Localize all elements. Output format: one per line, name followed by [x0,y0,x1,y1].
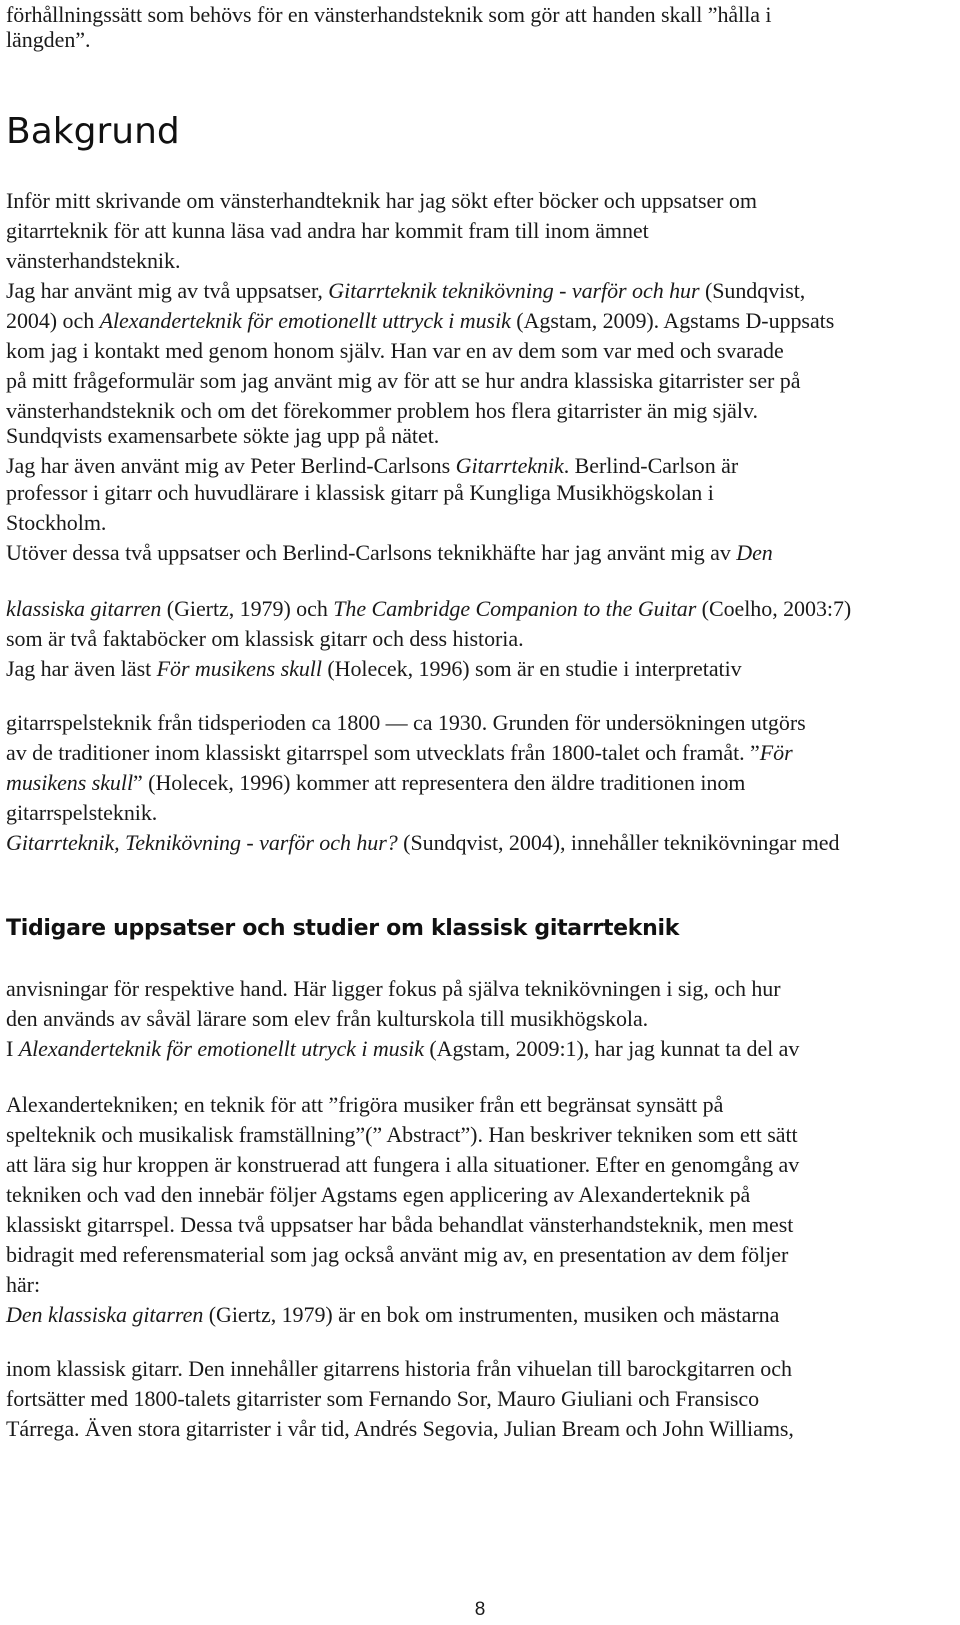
text-line [6,708,806,738]
text-segment: på mitt frågeformulär som jag använt mig av för att se hur andra klassiska gitarrister ser på [6,368,801,393]
text-line [6,216,649,246]
text-line [6,478,714,508]
text-line [6,538,773,568]
text-line [6,738,793,768]
italic-title-text: Gitarrteknik, Teknikövning - varför och hur? [6,830,398,855]
text-line [6,186,757,216]
text-segment: inom klassisk gitarr. Den innehåller gitarrens historia från vihuelan till barockgitarren och [6,1356,792,1381]
text-line [6,366,800,396]
text-line [6,1210,793,1240]
italic-title-text: Alexanderteknik för emotionellt utryck i musik [18,1036,424,1061]
italic-title-text: The Cambridge Companion to the Guitar [333,596,697,621]
text-segment: (Holecek, 1996) som är en studie i interpretativ [321,656,742,681]
italic-title-text: musikens skull [6,770,134,795]
italic-title-text: Den [736,540,773,565]
text-segment: Inför mitt skrivande om vänsterhandteknik har jag sökt efter böcker och uppsatser om [6,188,757,213]
text-line [6,336,784,366]
text-segment: (Sundqvist, 2004), innehåller teknikövningar med [397,830,840,855]
italic-title-text: För [759,740,793,765]
text-line [6,1090,723,1120]
text-line [6,1034,799,1064]
italic-title-text: För musikens skull [156,656,322,681]
text-line [6,1180,750,1210]
text-line [6,246,180,276]
text-segment: spelteknik och musikalisk framställning”(” Abstract”). Han beskriver tekniken som ett sätt [6,1122,798,1147]
text-segment: Sundqvists examensarbete sökte jag upp på nätet. [6,423,440,448]
text-segment: den används av såväl lärare som elev från kulturskola till musikhögskola. [6,1006,649,1031]
text-line [6,624,524,654]
text-line [6,654,742,684]
text-segment: professor i gitarr och huvudlärare i klassisk gitarr på Kungliga Musikhögskolan i [6,480,714,505]
text-segment: Jag har även läst [6,656,157,681]
text-segment: (Coelho, 2003:7) [696,596,852,621]
text-line [6,306,834,336]
text-segment: Jag har även använt mig av Peter Berlind-Carlsons [6,453,456,478]
text-line [6,508,106,538]
text-segment: Jag har använt mig av två uppsatser, [6,278,329,303]
heading-tidigare-uppsatser: Tidigare uppsatser och studier om klassisk gitarrteknik [6,916,680,941]
text-segment: gitarrteknik för att kunna läsa vad andra har kommit fram till inom ämnet [6,218,649,243]
text-segment: (Giertz, 1979) är en bok om instrumenten, musiken och mästarna [203,1302,780,1327]
text-segment: längden”. [6,27,91,52]
text-segment: fortsätter med 1800-talets gitarrister som Fernando Sor, Mauro Giuliani och Fransisco [6,1386,760,1411]
italic-title-text: klassiska gitarren [6,596,162,621]
text-line [6,1120,798,1150]
text-line [6,1354,792,1384]
text-line [6,1300,779,1330]
text-line [6,1384,759,1414]
text-segment: Stockholm. [6,510,107,535]
text-line [6,421,439,451]
italic-title-text: Den klassiska gitarren [6,1302,204,1327]
text-line [6,1270,40,1300]
italic-title-text: Alexanderteknik för emotionellt uttryck i musik [99,308,511,333]
text-line [6,798,157,828]
text-line [6,828,839,858]
text-segment: kom jag i kontakt med genom honom själv. Han var en av dem som var med och svarade [6,338,784,363]
text-segment: Utöver dessa två uppsatser och Berlind-Carlsons teknikhäfte har jag använt mig av [6,540,737,565]
text-segment: vänsterhandsteknik. [6,248,181,273]
text-line [6,974,781,1004]
text-segment: gitarrspelsteknik från tidsperioden ca 1800 — ca 1930. Grunden för undersökningen utgörs [6,710,806,735]
heading-bakgrund: Bakgrund [6,111,180,152]
page-number: 8 [474,1599,486,1620]
text-segment: . Berlind-Carlson är [563,453,739,478]
text-segment: vänsterhandsteknik och om det förekommer problem hos flera gitarrister än mig själv. [6,398,758,423]
text-line [6,25,90,55]
text-segment: tekniken och vad den innebär följer Agstams egen applicering av Alexanderteknik på [6,1182,751,1207]
text-segment: klassiskt gitarrspel. Dessa två uppsatser har båda behandlat vänsterhandsteknik, men mest [6,1212,794,1237]
text-segment: 2004) och [6,308,100,333]
text-segment: förhållningssätt som behövs för en vänsterhandsteknik som gör att handen skall ”hålla i [6,2,772,27]
text-segment: anvisningar för respektive hand. Här ligger fokus på själva teknikövningen i sig, och hur [6,976,781,1001]
text-segment: Tárrega. Även stora gitarrister i vår tid, Andrés Segovia, Julian Bream och John Williams, [6,1416,794,1441]
text-segment: ” (Holecek, 1996) kommer att representera den äldre traditionen inom [133,770,746,795]
text-segment: bidragit med referensmaterial som jag också använt mig av, en presentation av dem följer [6,1242,789,1267]
text-segment: Alexandertekniken; en teknik för att ”frigöra musiker från ett begränsat synsätt på [6,1092,724,1117]
text-segment: (Giertz, 1979) och [161,596,334,621]
text-segment: (Sundqvist, [699,278,806,303]
italic-title-text: Gitarrteknik teknikövning - varför och hur [328,278,700,303]
text-segment: som är två faktaböcker om klassisk gitarr och dess historia. [6,626,524,651]
italic-title-text: Gitarrteknik [455,453,564,478]
text-line [6,1150,799,1180]
text-line [6,594,851,624]
text-segment: I [6,1036,19,1061]
text-line [6,1240,788,1270]
text-line [6,768,745,798]
text-segment: gitarrspelsteknik. [6,800,158,825]
text-line [6,276,805,306]
text-segment: av de traditioner inom klassiskt gitarrspel som utvecklats från 1800-talet och framåt. ” [6,740,760,765]
text-line [6,0,771,30]
text-segment: (Agstam, 2009). Agstams D-uppsats [510,308,835,333]
text-line [6,1004,648,1034]
text-segment: här: [6,1272,41,1297]
text-segment: (Agstam, 2009:1), har jag kunnat ta del av [423,1036,800,1061]
text-segment: att lära sig hur kroppen är konstruerad att fungera i alla situationer. Efter en genomgång av [6,1152,800,1177]
text-line [6,451,738,481]
text-line [6,1414,794,1444]
